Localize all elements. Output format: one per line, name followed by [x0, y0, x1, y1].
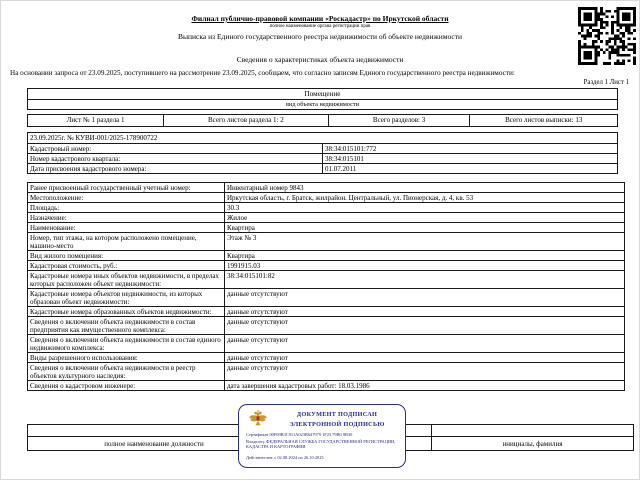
- coat-of-arms-icon: [249, 409, 267, 427]
- row-value: данные отсутствуют: [225, 307, 625, 317]
- details-table: [27, 182, 625, 391]
- authority-caption: полное наименование органа регистрации прав: [269, 24, 371, 29]
- row-label: Кадастровый номер:: [28, 144, 323, 154]
- row-label: Кадастровые номера иных объектов недвижимости, в пределах которых расположен объект недвижимости:: [28, 271, 225, 289]
- table-row: [28, 203, 625, 213]
- certificate-validity: Действителен: с 02.08.2024 по 26.10.2025: [246, 455, 324, 460]
- table-row: [28, 100, 618, 110]
- stamp-line-1: ДОКУМЕНТ ПОДПИСАН: [296, 411, 378, 418]
- row-label: Сведения о кадастровом инженере:: [28, 381, 225, 391]
- object-type-caption: вид объекта недвижимости: [28, 100, 618, 110]
- row-label: Наименование:: [28, 223, 225, 233]
- signature-line-name: [432, 425, 634, 437]
- row-value: дата завершения кадастровых работ: 18.03.1986: [225, 381, 625, 391]
- table-row: [28, 223, 625, 233]
- object-type-value: Помещение: [28, 89, 618, 100]
- row-value: Квартира: [225, 223, 625, 233]
- initials-caption: инициалы, фамилия: [432, 437, 634, 451]
- row-value: 38:34:015101: [323, 154, 618, 164]
- qr-code-icon: [578, 7, 636, 65]
- table-row: [28, 381, 625, 391]
- row-value: Квартира: [225, 251, 625, 261]
- object-type-table: [27, 88, 618, 110]
- table-row: [28, 164, 618, 174]
- row-label: Местоположение:: [28, 193, 225, 203]
- row-label: Кадастровая стоимость, руб.:: [28, 261, 225, 271]
- table-row: [28, 144, 618, 154]
- sections-total-cell: Всего разделов: 3: [328, 115, 470, 127]
- table-row: [28, 154, 618, 164]
- table-row: [28, 353, 625, 363]
- table-row: [28, 183, 625, 193]
- row-label: Виды разрешенного использования:: [28, 353, 225, 363]
- row-value: Иркутская область, г. Братск, жилрайон. Центральный, ул. Пионерская, д. 4, кв. 53: [225, 193, 625, 203]
- table-row: [28, 261, 625, 271]
- request-basis-line: На основании запроса от 23.09.2025, поступившего на рассмотрение 23.09.2025, сообщаем, что согласно записям Единого государственного реестра недвижимости:: [10, 69, 515, 77]
- row-label: Площадь:: [28, 203, 225, 213]
- section-sheets-cell: Всего листов раздела 1: 2: [164, 115, 329, 127]
- row-label: Дата присвоения кадастрового номера:: [28, 164, 323, 174]
- row-value: данные отсутствуют: [225, 317, 625, 335]
- table-row: [28, 251, 625, 261]
- table-row: [28, 363, 625, 381]
- table-row: [28, 335, 625, 353]
- row-value: 01.07.2011: [323, 164, 618, 174]
- document-header: [1, 14, 639, 41]
- table-row: [28, 193, 625, 203]
- row-value: данные отсутствуют: [225, 353, 625, 363]
- row-value: Инвентарный номер 9843: [225, 183, 625, 193]
- table-row: [28, 233, 625, 251]
- cadastre-table: [27, 132, 618, 174]
- row-value: данные отсутствуют: [225, 363, 625, 381]
- registration-authority-name: Филиал публично-правовой компании «Роскадастр» по Иркутской области: [191, 14, 449, 23]
- row-label: Номер, тип этажа, на котором расположено помещение, машино-место: [28, 233, 225, 251]
- row-label: Номер кадастрового квартала:: [28, 154, 323, 164]
- row-value: данные отсутствуют: [225, 289, 625, 307]
- row-value: Этаж № 3: [225, 233, 625, 251]
- row-label: Назначение:: [28, 213, 225, 223]
- row-label: Кадастровые номера объектов недвижимости, из которых образован объект недвижимости:: [28, 289, 225, 307]
- section-page-label: Раздел 1 Лист 1: [583, 79, 629, 86]
- extract-sheets-cell: Всего листов выписки: 13: [470, 115, 618, 127]
- row-value: 30.3: [225, 203, 625, 213]
- stamp-line-2: ЭЛЕКТРОННОЙ ПОДПИСЬЮ: [289, 421, 385, 428]
- table-row: [28, 213, 625, 223]
- table-row: [28, 289, 625, 307]
- request-number: 23.09.2025г. № КУВИ-001/2025-178900722: [28, 133, 618, 144]
- row-label: Вид жилого помещения:: [28, 251, 225, 261]
- certificate-owner: Владелец: ФЕДЕРАЛЬНАЯ СЛУЖБА ГОСУДАРСТВЕННОЙ РЕГИСТРАЦИИ, КАДАСТРА И КАРТОГРАФИИ: [246, 439, 396, 450]
- digital-signature-stamp: [238, 404, 406, 468]
- table-row: [28, 115, 618, 127]
- table-row: [28, 271, 625, 289]
- row-label: Сведения о включении объекта недвижимости в состав единого недвижимого комплекса:: [28, 335, 225, 353]
- certificate-number: Сертификат 00F09B3C911A023B647979 1F23 79B0 9B30: [246, 432, 353, 437]
- table-row: [28, 317, 625, 335]
- position-caption: полное наименование должности: [28, 437, 281, 451]
- section-title: Сведения о характеристиках объекта недвижимости: [236, 55, 404, 64]
- table-row: [28, 133, 618, 144]
- sheet-number-cell: Лист № 1 раздела 1: [28, 115, 164, 127]
- row-label: Сведения о включении объекта недвижимости в реестр объектов культурного наследия:: [28, 363, 225, 381]
- table-row: [28, 89, 618, 100]
- row-label: Кадастровые номера образованных объектов недвижимости:: [28, 307, 225, 317]
- row-value: Жилое: [225, 213, 625, 223]
- sheet-counters-table: [27, 114, 618, 127]
- row-value: данные отсутствуют: [225, 335, 625, 353]
- table-row: [28, 307, 625, 317]
- row-label: Ранее присвоенный государственный учетный номер:: [28, 183, 225, 193]
- row-label: Сведения о включении объекта недвижимости в состав предприятия как имущественного комплекса:: [28, 317, 225, 335]
- row-value: 38:34:015101:772: [323, 144, 618, 154]
- row-value: 1991915.03: [225, 261, 625, 271]
- document-title: Выписка из Единого государственного реестра недвижимости об объекте недвижимости: [177, 32, 463, 41]
- row-value: 38:34:015101:82: [225, 271, 625, 289]
